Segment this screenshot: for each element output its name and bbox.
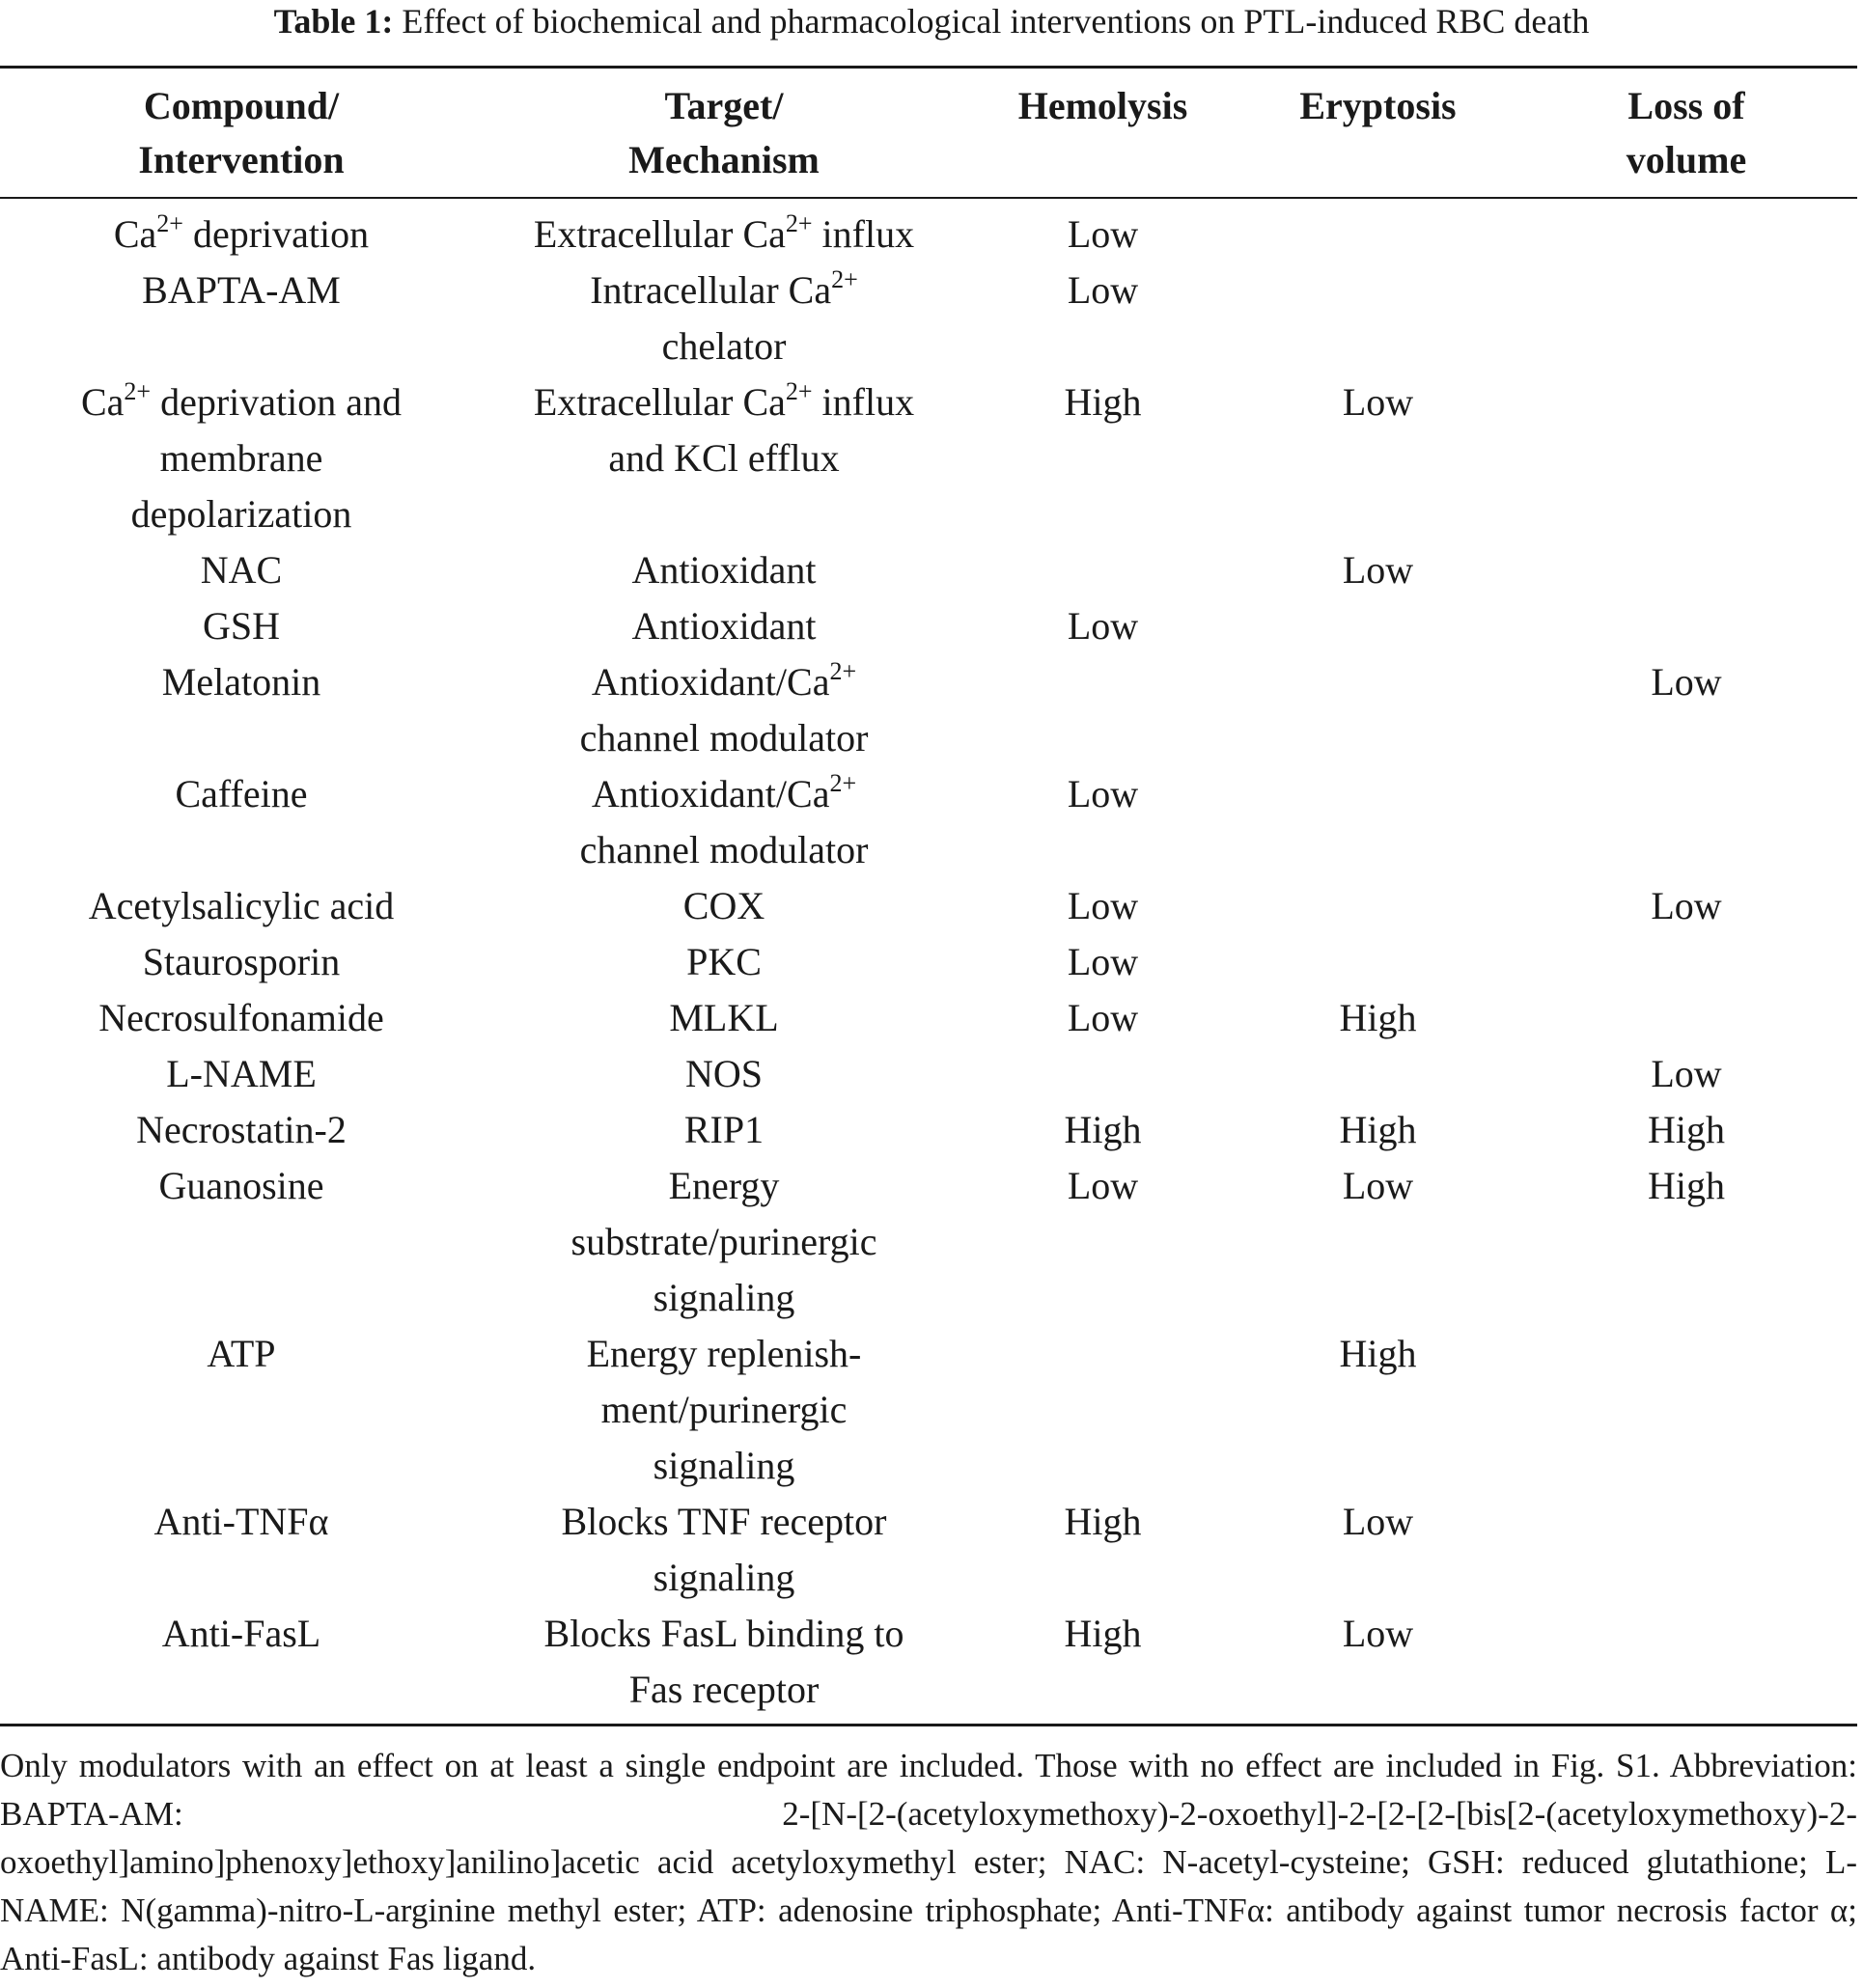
table-row: [0, 1158, 1857, 1326]
cell-compound: Guanosine: [158, 1164, 324, 1207]
table-row: [0, 542, 1857, 598]
cell-compound: Caffeine: [175, 772, 308, 815]
cell-volume: [1515, 598, 1857, 654]
cell-compound: Melatonin: [161, 660, 321, 704]
cell-hemolysis: Low: [1067, 212, 1139, 256]
cell-eryptosis: Low: [1342, 1500, 1414, 1543]
cell-target: Energy substrate/purinergic signaling: [570, 1164, 877, 1319]
cell-eryptosis: [1240, 1046, 1515, 1102]
table-row: [0, 598, 1857, 654]
cell-volume: High: [1648, 1164, 1725, 1207]
cell-eryptosis: [1240, 654, 1515, 766]
table-row: [0, 262, 1857, 374]
cell-hemolysis: Low: [1067, 772, 1139, 815]
header-rule: [0, 197, 1857, 199]
table-row: [0, 654, 1857, 766]
cell-eryptosis: [1240, 766, 1515, 878]
cell-eryptosis: High: [1339, 1332, 1417, 1375]
table-body: [0, 207, 1857, 1718]
table-row: [0, 1606, 1857, 1718]
cell-target: Blocks FasL binding to Fas receptor: [543, 1612, 904, 1711]
cell-volume: [1515, 1606, 1857, 1718]
cell-hemolysis: Low: [1067, 604, 1139, 648]
cell-target: NOS: [684, 1052, 764, 1095]
header-loss-of-volume: Loss of volume: [1626, 84, 1747, 181]
cell-compound: L-NAME: [166, 1052, 317, 1095]
cell-hemolysis: High: [1064, 380, 1142, 424]
cell-hemolysis: Low: [1067, 940, 1139, 983]
cell-compound: Necrostatin-2: [136, 1108, 347, 1151]
table-row: [0, 1102, 1857, 1158]
cell-volume: Low: [1651, 660, 1722, 704]
cell-volume: [1515, 766, 1857, 878]
cell-eryptosis: Low: [1342, 1164, 1414, 1207]
table-row: [0, 207, 1857, 262]
cell-target: Antioxidant: [631, 548, 817, 592]
cell-eryptosis: Low: [1342, 548, 1414, 592]
cell-compound: ATP: [207, 1332, 276, 1375]
cell-compound: Acetylsalicylic acid: [88, 884, 395, 927]
cell-target: PKC: [686, 940, 762, 983]
table-footnote: Only modulators with an effect on at least a single endpoint are included. Those with no effect are included in Fig. S1. Abbreviation: BAPTA-AM: 2-[N-[2-(acetyloxymethoxy)-2-oxoethyl]-2-[2-[2-[bis[2-(acetyloxymethoxy)-2-oxoethyl]amino]phenoxy]ethoxy]anilino]acetic acid acetyloxymethyl ester; NAC: N-acetyl-cysteine; GSH: reduced glutathione; L-NAME: N(gamma)-nitro-L-arginine methyl ester; ATP: adenosine triphosphate; Anti-TNFα: antibody against tumor necrosis factor α; Anti-FasL: antibody against Fas ligand.: [0, 1747, 1857, 1977]
cell-eryptosis: [1240, 262, 1515, 374]
header-eryptosis: Eryptosis: [1299, 84, 1457, 127]
cell-compound: $Ca^{2+}$ deprivation: [113, 209, 370, 256]
cell-hemolysis: Low: [1067, 1164, 1139, 1207]
cell-hemolysis: [965, 542, 1240, 598]
header-compound: Compound/ Intervention: [138, 84, 345, 181]
cell-target: Blocks TNF receptor signaling: [561, 1500, 887, 1599]
cell-eryptosis: [1240, 598, 1515, 654]
cell-target: MLKL: [669, 996, 779, 1039]
table-header: [0, 79, 1857, 187]
cell-hemolysis: High: [1064, 1612, 1142, 1655]
cell-volume: [1515, 207, 1857, 262]
table-row: [0, 766, 1857, 878]
cell-volume: Low: [1651, 884, 1722, 927]
caption-label: Table 1:: [273, 2, 394, 41]
cell-target: Antioxidant: [631, 604, 817, 648]
cell-target: Extracellular $Ca^{2+}$ influx: [533, 209, 915, 256]
cell-eryptosis: High: [1339, 996, 1417, 1039]
cell-compound: $Ca^{2+}$ deprivation and membrane depolarization: [80, 377, 403, 536]
cell-target: Antioxidant/$Ca^{2+}$ channel modulator: [579, 657, 869, 759]
cell-volume: High: [1648, 1108, 1725, 1151]
cell-hemolysis: [965, 1046, 1240, 1102]
cell-volume: [1515, 1326, 1857, 1494]
table-row: [0, 878, 1857, 934]
table-row: [0, 374, 1857, 542]
cell-hemolysis: High: [1064, 1500, 1142, 1543]
cell-eryptosis: [1240, 934, 1515, 990]
cell-hemolysis: [965, 1326, 1240, 1494]
table-caption: [0, 0, 1863, 42]
header-target: Target/ Mechanism: [628, 84, 820, 181]
cell-eryptosis: Low: [1342, 1612, 1414, 1655]
cell-compound: GSH: [202, 604, 281, 648]
cell-volume: [1515, 1494, 1857, 1606]
table-row: [0, 934, 1857, 990]
cell-compound: Staurosporin: [142, 940, 341, 983]
cell-volume: [1515, 374, 1857, 542]
table-row: [0, 1494, 1857, 1606]
cell-hemolysis: Low: [1067, 268, 1139, 312]
table-row: [0, 1326, 1857, 1494]
cell-target: Intracellular $Ca^{2+}$ chelator: [590, 265, 858, 368]
cell-volume: [1515, 934, 1857, 990]
cell-volume: [1515, 990, 1857, 1046]
cell-compound: Anti-FasL: [161, 1612, 321, 1655]
cell-hemolysis: Low: [1067, 884, 1139, 927]
top-rule: [0, 66, 1857, 69]
cell-hemolysis: Low: [1067, 996, 1139, 1039]
table-row: [0, 1046, 1857, 1102]
cell-hemolysis: [965, 654, 1240, 766]
cell-target: Antioxidant/$Ca^{2+}$ channel modulator: [579, 769, 869, 871]
cell-eryptosis: Low: [1342, 380, 1414, 424]
cell-eryptosis: [1240, 878, 1515, 934]
table-row: [0, 990, 1857, 1046]
cell-compound: Necrosulfonamide: [98, 996, 384, 1039]
cell-target: RIP1: [683, 1108, 765, 1151]
header-hemolysis: Hemolysis: [1017, 84, 1188, 127]
cell-volume: Low: [1651, 1052, 1722, 1095]
caption-text: Effect of biochemical and pharmacological interventions on PTL-induced RBC death: [402, 2, 1590, 41]
cell-target: COX: [682, 884, 765, 927]
cell-compound: Anti-TNFα: [153, 1500, 329, 1543]
cell-hemolysis: High: [1064, 1108, 1142, 1151]
cell-volume: [1515, 262, 1857, 374]
cell-target: Extracellular $Ca^{2+}$ influx and KCl efflux: [533, 377, 915, 480]
cell-compound: BAPTA-AM: [142, 268, 341, 312]
cell-target: Energy replenish- ment/purinergic signaling: [586, 1332, 862, 1487]
cell-volume: [1515, 542, 1857, 598]
cell-eryptosis: High: [1339, 1108, 1417, 1151]
bottom-rule: [0, 1724, 1857, 1726]
cell-eryptosis: [1240, 207, 1515, 262]
cell-compound: NAC: [200, 548, 283, 592]
